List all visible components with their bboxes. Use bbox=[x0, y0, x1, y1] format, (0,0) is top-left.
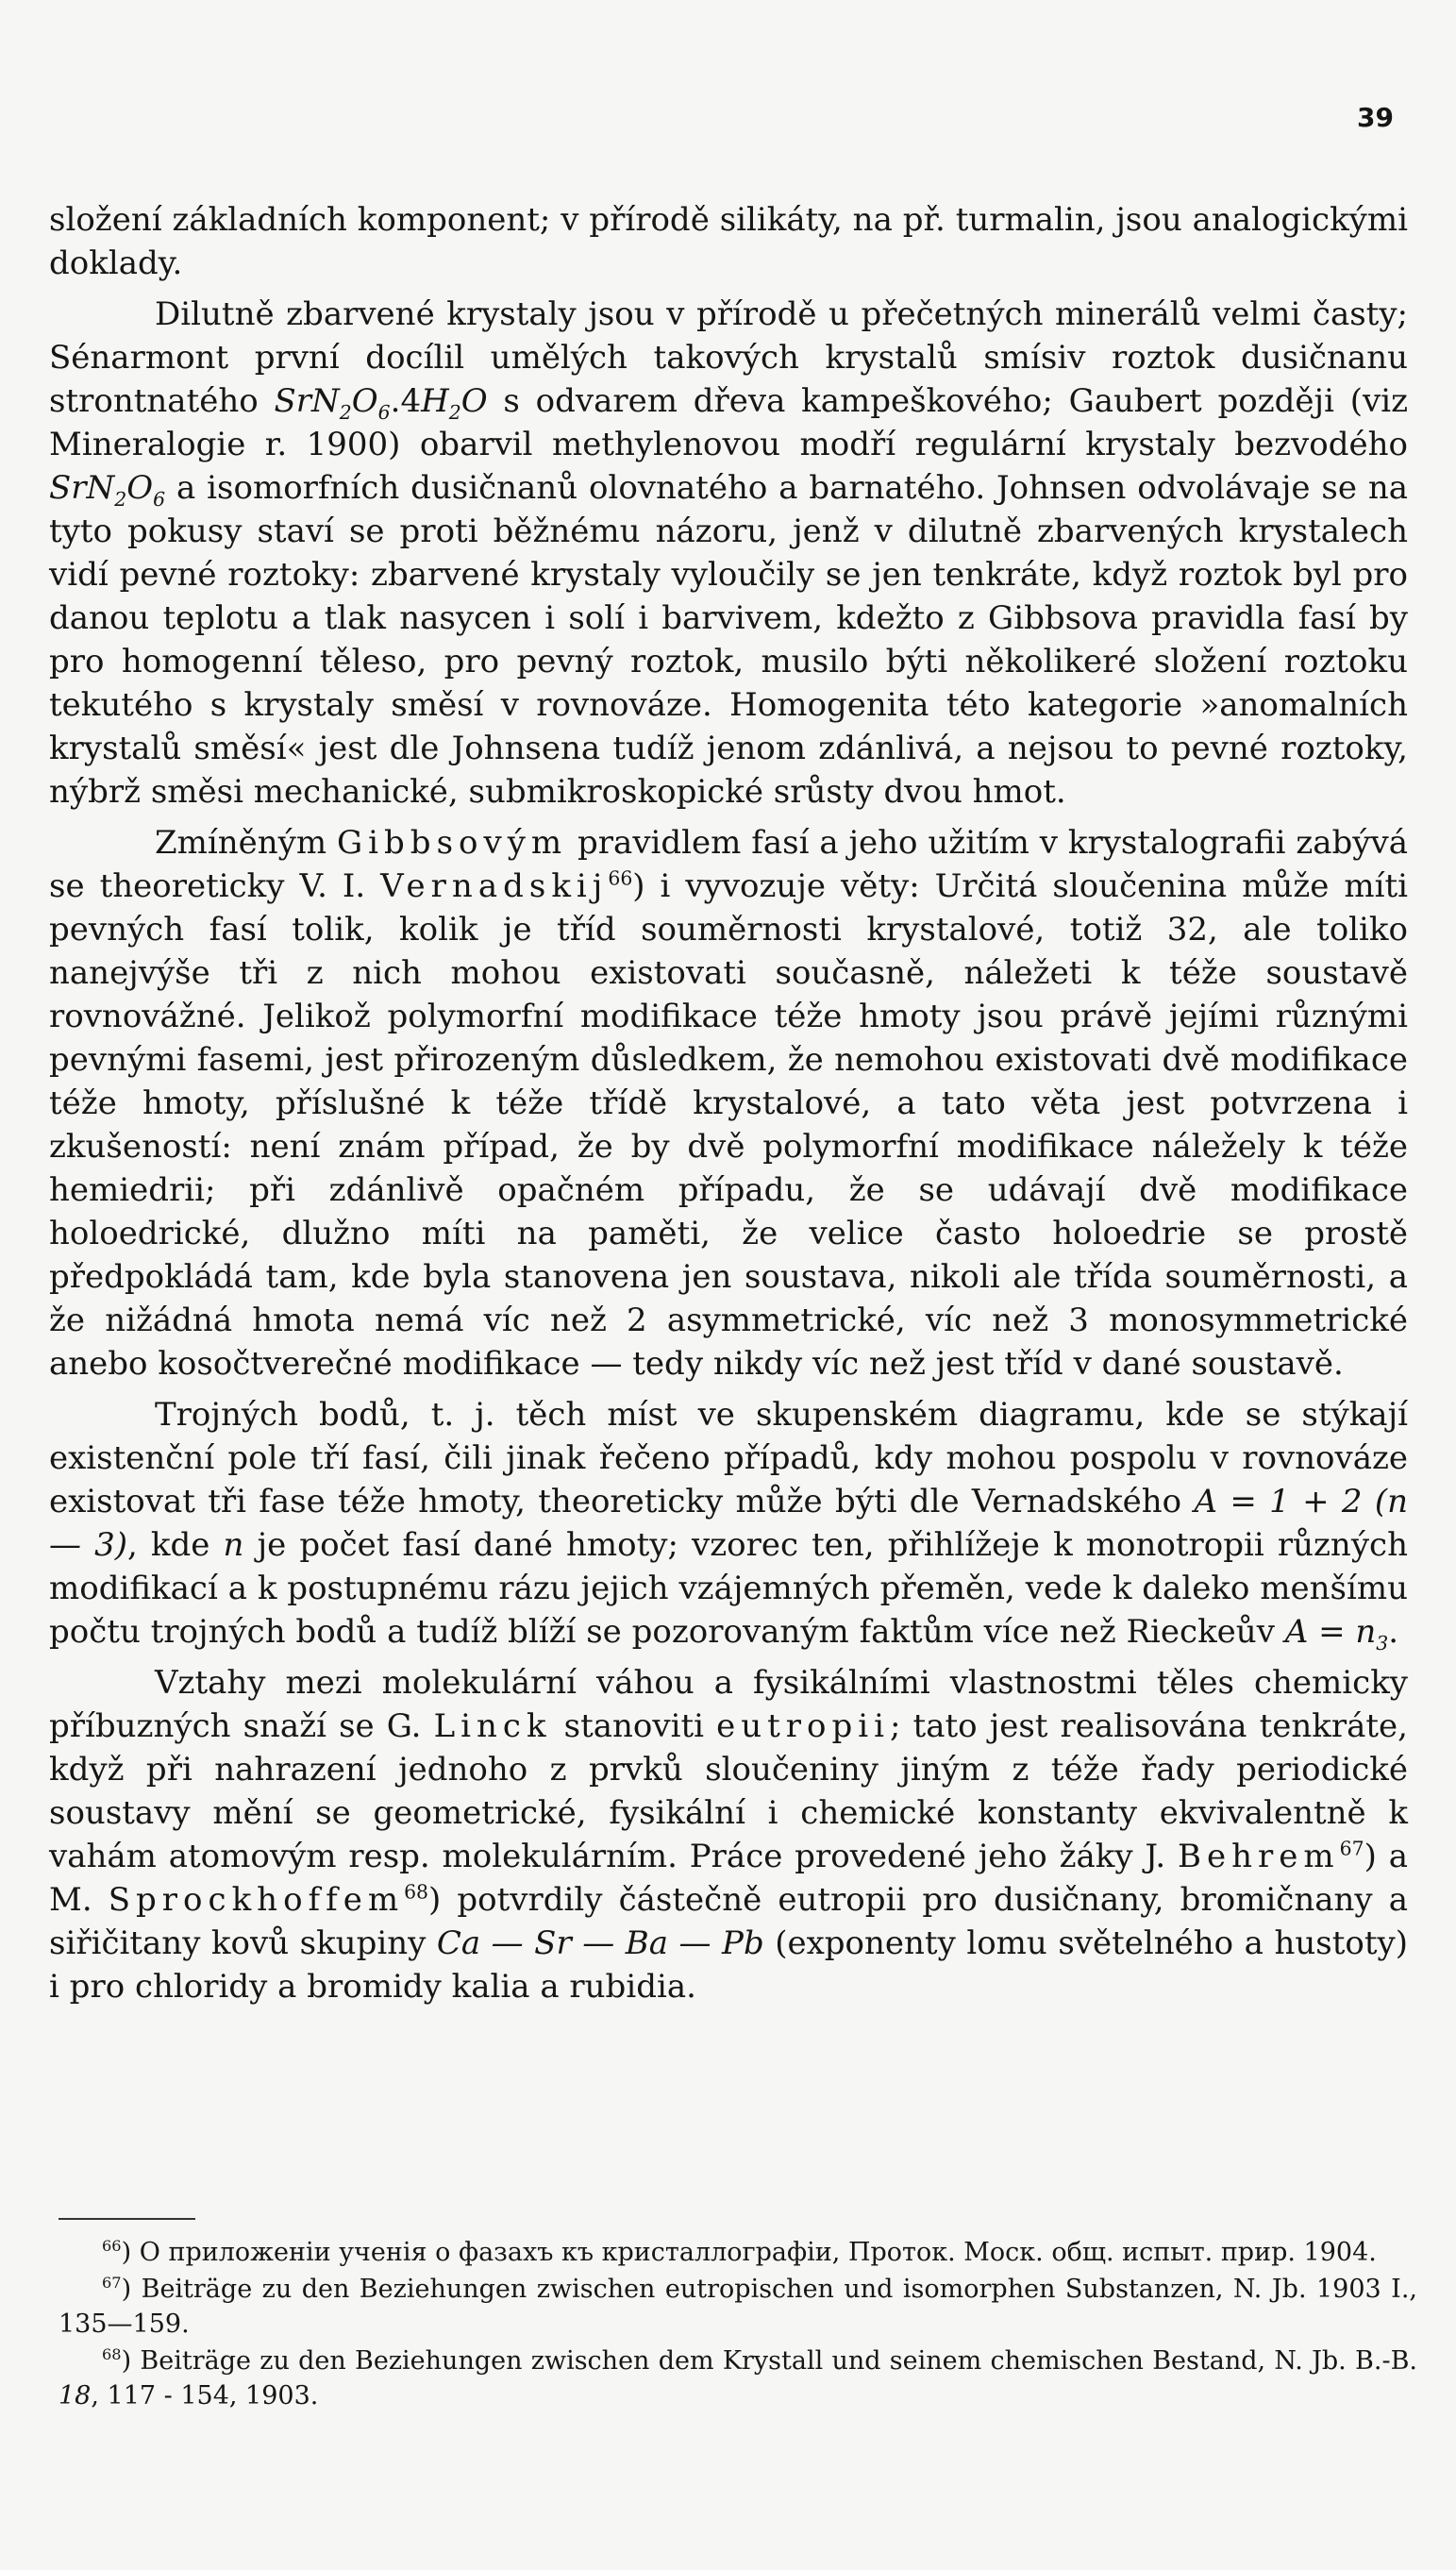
footnote-ref-68: 68 bbox=[404, 1880, 429, 1904]
p5-text-e: ) potvrdily částečně eutropii pro dusičnany, bromičnany a siřičitany kovů skupiny bbox=[49, 1881, 1408, 1962]
footnote-68-text-a: ) Beiträge zu den Beziehungen zwischen dem Krystall und seinem chemischen Bestand, N. Jb. B.-B. bbox=[121, 2346, 1417, 2376]
name-sprockhoffem: Sprockhoffem bbox=[108, 1881, 405, 1919]
footnote-67 bbox=[59, 2272, 1417, 2342]
paragraph-4 bbox=[49, 1393, 1408, 1654]
paragraph-5 bbox=[49, 1661, 1408, 2008]
footnotes bbox=[59, 2235, 1417, 2415]
name-behrem: Behrem bbox=[1178, 1838, 1340, 1875]
footnote-68-mark: 68 bbox=[102, 2345, 122, 2363]
f1-h: H bbox=[421, 382, 449, 420]
f1-sub2: 6 bbox=[377, 400, 391, 424]
f1-sub3: 2 bbox=[448, 400, 461, 424]
f1-mid: O bbox=[351, 382, 378, 420]
p4-text-a: Trojných bodů, t. j. těch míst ve skupenském diagramu, kde se stýkají existenční pole tří fasí, čili jinak řečeno případů, kdy mohou pospolu v rovnováze existovat tři fase téže hmoty, theoreticky může býti dle Vernadského bbox=[49, 1396, 1408, 1520]
p4-text-c: je počet fasí dané hmoty; vzorec ten, přihlížeje k monotropii různých modifikací a k postupnému rázu jejich vzájemných přeměn, vede k daleko menšímu počtu trojných bodů a tudíž blíží se pozorovaným faktům více než Rieckeův bbox=[49, 1526, 1408, 1651]
p2-text-b: s odvarem dřeva kampeškového; Gaubert později (viz Mineralogie r. 1900) obarvil methylenovou modří regulární krystaly bezvodého bbox=[49, 382, 1408, 463]
footnote-ref-67: 67 bbox=[1339, 1837, 1364, 1860]
paragraph-1-text: složení základních komponent; v přírodě silikáty, na př. turmalin, jsou analogickými doklady. bbox=[49, 201, 1408, 282]
footnote-66-mark: 66 bbox=[102, 2237, 122, 2255]
p5-text-d: ) a M. bbox=[49, 1838, 1408, 1919]
formula-riecke bbox=[1284, 1613, 1389, 1655]
footnote-66-text: ) О приложенiи ученiя о фазахъ къ кристаллографiи, Проток. Моск. общ. испыт. прир. 1904. bbox=[121, 2238, 1377, 2267]
p5-text-b: stanoviti bbox=[551, 1707, 717, 1745]
p2-text-c: a isomorfních dusičnanů olovnatého a barnatého. Johnsen odvolávaje se na tyto pokusy staví se proti běžnému názoru, jenž v dilutně zbarvených krystalech vidí pevné roztoky: zbarvené krystaly vyloučily se jen tenkráte, když roztok byl pro danou teplotu a tlak nasycen i solí i barvivem, kdežto z Gibbsova pravidla fasí by pro homogenní těleso, pro pevný roztok, musilo býti několikeré složení roztoku tekutého s krystaly směsí v rovnováze. Homogenita této kategorie »anomalních krystalů směsí« jest dle Johnsena tudíž jenom zdánlivá, a nejsou to pevné roztoky, nýbrž směsi mechanické, submikroskopické srůsty dvou hmot. bbox=[49, 469, 1408, 811]
f2-mid: O bbox=[126, 469, 154, 507]
p5-text-f: (exponenty lomu světelného a hustoty) i pro chloridy a bromidy kalia a rubidia. bbox=[49, 1924, 1408, 2006]
formula-riecke-sub: 3 bbox=[1376, 1631, 1389, 1655]
paragraph-1 bbox=[49, 198, 1408, 285]
body-text bbox=[49, 198, 1408, 2016]
name-vernadskij: Vernadskij bbox=[380, 867, 609, 905]
page-number: 39 bbox=[1357, 102, 1394, 133]
p3-text-a: Zmíněným bbox=[155, 824, 337, 862]
f2-sub2: 6 bbox=[153, 487, 166, 511]
p4-text-d: . bbox=[1388, 1613, 1399, 1651]
name-linck: Linck bbox=[433, 1707, 552, 1745]
footnote-66 bbox=[59, 2235, 1417, 2270]
symbol-n: n bbox=[223, 1526, 244, 1564]
p3-text-b: pravidlem fasí a jeho užitím v krystalografii zabývá se theoreticky V. I. bbox=[49, 824, 1408, 905]
p3-text-c: ) i vyvozuje věty: Určitá sloučenina může míti pevných fasí tolik, kolik je tříd souměrnosti krystalové, totiž 32, ale toliko nanejvýše tři z nich mohou existovati současně, náležeti k téže soustavě rovnovážné. Jelikož polymorfní modifikace téže hmoty jsou právě jejími různými pevnými fasemi, jest přirozeným důsledkem, že nemohou existovati dvě modifikace téže hmoty, příslušné k téže třídě krystalové, a tato věta jest potvrzena i zkušeností: není znám případ, že by dvě polymorfní modifikace náležely k téže hemiedrii; při zdánlivě opačném případu, že se udávají dvě modifikace holoedrické, dlužno míti na paměti, že velice často holoedrie se prostě předpokládá tam, kde byla stanovena jen soustava, nikoli ale třída souměrnosti, a že nižádná hmota nemá víc než 2 asymmetrické, víc než 3 monosymmetrické anebo kosočtverečné modifikace — tedy nikdy víc než jest tříd v dané soustavě. bbox=[49, 867, 1408, 1383]
f2-sub1: 2 bbox=[114, 487, 127, 511]
footnote-ref-66: 66 bbox=[608, 866, 633, 890]
f1-o: O bbox=[460, 382, 488, 420]
formula-riecke-base: A = n bbox=[1284, 1613, 1377, 1651]
footnote-divider bbox=[59, 2218, 195, 2220]
footnote-68 bbox=[59, 2343, 1417, 2413]
p4-text-b: , kde bbox=[127, 1526, 224, 1564]
footnote-68-text-b: , 117 - 154, 1903. bbox=[91, 2381, 319, 2410]
formula-strontium-nitrate-hydrate bbox=[274, 382, 488, 424]
footnote-68-volume: 18 bbox=[59, 2381, 92, 2410]
f1-base: SrN bbox=[274, 382, 340, 420]
formula-vernadskij: A = 1 + 2 (n — 3) bbox=[49, 1483, 1408, 1564]
p5-text-c: ; tato jest realisována tenkráte, když při nahrazení jednoho z prvků sloučeniny jiným z téže řady periodické soustavy mění se geometrické, fysikální i chemické konstanty ekvivalentně k vahám atomovým resp. molekulárním. Práce provedené jeho žáky J. bbox=[49, 1707, 1408, 1875]
paragraph-2 bbox=[49, 293, 1408, 814]
f1-dot: .4 bbox=[390, 382, 422, 420]
p5-text-a: Vztahy mezi molekulární váhou a fysikálními vlastnostmi těles chemicky příbuzných snaží se G. bbox=[49, 1664, 1408, 1745]
footnote-67-mark: 67 bbox=[102, 2274, 122, 2292]
f1-sub1: 2 bbox=[339, 400, 352, 424]
footnote-67-text: ) Beiträge zu den Beziehungen zwischen eutropischen und isomorphen Substanzen, N. Jb. 1903 I., 135—159. bbox=[59, 2275, 1417, 2339]
name-gibbs: Gibbsovým bbox=[337, 824, 568, 862]
paragraph-3 bbox=[49, 821, 1408, 1386]
formula-strontium-nitrate bbox=[49, 469, 166, 511]
f2-base: SrN bbox=[49, 469, 115, 507]
element-group: Ca — Sr — Ba — Pb bbox=[436, 1924, 764, 1962]
term-eutropii: eutropii bbox=[716, 1707, 891, 1745]
p2-text-a: Dilutně zbarvené krystaly jsou v přírodě u přečetných minerálů velmi časty; Sénarmont první docílil umělých takových krystalů smísiv roztok dusičnanu strontnatého bbox=[49, 295, 1408, 420]
